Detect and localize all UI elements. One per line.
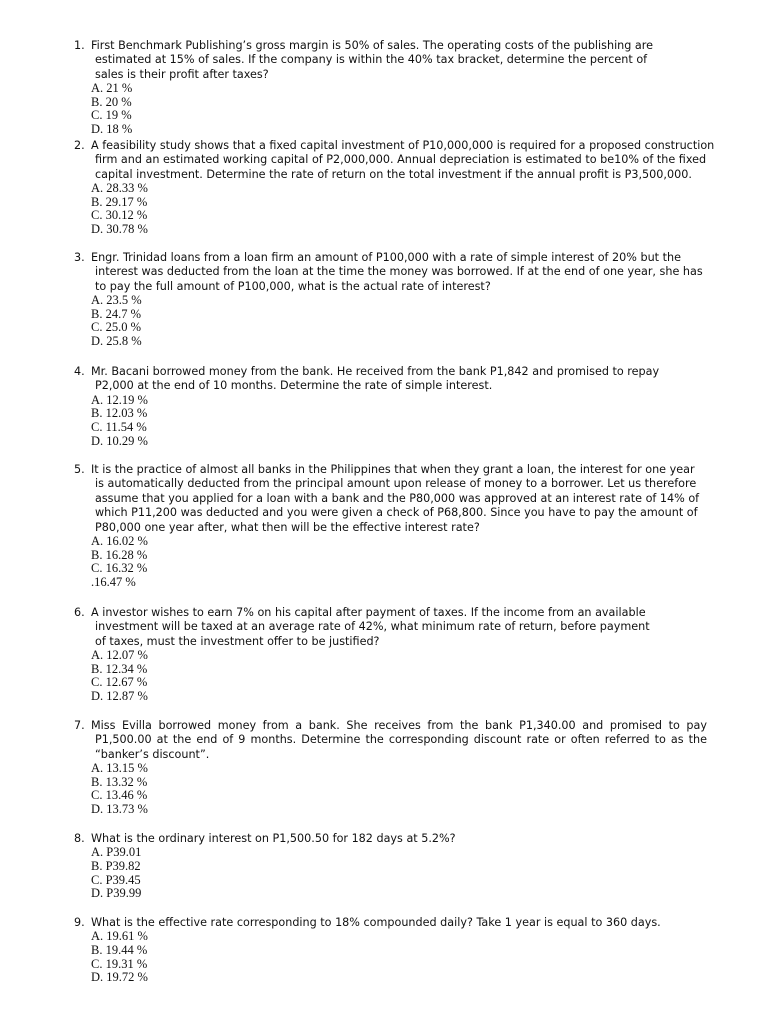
- option-value: 28.33 %: [106, 181, 148, 196]
- option-value: 13.32 %: [105, 774, 148, 789]
- option-letter: D.: [91, 802, 104, 816]
- option-c: [91, 874, 768, 888]
- option-a: [91, 182, 768, 196]
- option-value: 11.54 %: [105, 420, 147, 434]
- question-text: [0, 463, 707, 535]
- option-value: 12.07 %: [106, 648, 148, 663]
- option-c: [91, 209, 768, 223]
- options-list: [0, 846, 768, 900]
- option-value: 19.72 %: [106, 970, 148, 985]
- option-d: [91, 435, 768, 449]
- option-letter: A.: [91, 761, 104, 776]
- option-c: [91, 321, 768, 335]
- option-value: 12.34 %: [105, 661, 148, 676]
- question-1: [0, 39, 768, 137]
- question-body: First Benchmark Publishing’s gross margin is 50% of sales. The operating costs of the publishing are estimated at 15% of sales. If the company is within the 40% tax bracket, determine the percent of sales is their profit after taxes?: [91, 39, 654, 81]
- option-letter: B.: [91, 194, 103, 209]
- question-number: 4.: [74, 365, 85, 378]
- option-value: 25.0 %: [105, 320, 142, 335]
- option-a: [91, 762, 768, 776]
- option-b: [91, 944, 768, 958]
- question-text: [0, 251, 707, 294]
- question-text: [0, 606, 651, 649]
- option-value: 16.47 %: [94, 574, 136, 589]
- option-letter: A.: [91, 845, 104, 860]
- option-c: [91, 789, 768, 803]
- question-number: 5.: [74, 463, 85, 476]
- question-9: [0, 916, 768, 985]
- option-a: [91, 394, 768, 408]
- option-letter: .: [91, 574, 95, 589]
- option-value: P39.99: [106, 886, 142, 901]
- option-value: 30.78 %: [106, 222, 148, 236]
- options-list: [0, 762, 768, 816]
- option-letter: C.: [91, 675, 103, 690]
- question-number: 8.: [74, 832, 85, 845]
- question-body: It is the practice of almost all banks in the Philippines that when they grant a loan, the interest for one year is automatically deducted from the principal amount upon release of money to a borrower. Let us therefore assume that you applied for a loan with a bank and the P80,000 was approved at an interest rate of 14% of which P11,200 was deducted and you were given a check of P68,800. Since you have to pay the amount of P80,000 one year after, what then will be the effective interest rate?: [91, 463, 700, 534]
- option-value: 30.12 %: [105, 208, 148, 223]
- question-body: A feasibility study shows that a fixed capital investment of P10,000,000 is required for a proposed construction firm and an estimated working capital of P2,000,000. Annual depreciation is estimated to be10% of the fixed capital investment. Determine the rate of return on the total investment if the annual profit is P3,500,000.: [91, 139, 715, 181]
- question-text: [0, 832, 707, 846]
- option-letter: B.: [91, 859, 103, 873]
- option-value: P39.82: [105, 859, 141, 873]
- option-letter: D.: [91, 886, 104, 901]
- options-list: [0, 535, 768, 589]
- question-number: 1.: [74, 39, 85, 52]
- option-c: [91, 958, 768, 972]
- option-letter: B.: [91, 943, 103, 957]
- option-value: 23.5 %: [106, 293, 142, 308]
- option-c: [91, 109, 768, 123]
- option-letter: A.: [91, 181, 104, 196]
- options-list: [0, 649, 768, 703]
- option-b: [91, 549, 768, 563]
- option-value: P39.01: [106, 845, 142, 860]
- option-b: [91, 407, 768, 421]
- question-number: 7.: [74, 719, 85, 732]
- question-number: 3.: [74, 251, 85, 264]
- option-letter: C.: [91, 320, 103, 335]
- option-value: 25.8 %: [106, 334, 142, 348]
- option-a: [91, 649, 768, 663]
- option-value: 10.29 %: [106, 433, 148, 448]
- option-d: [91, 123, 768, 137]
- question-body: What is the effective rate corresponding to 18% compounded daily? Take 1 year is equal to 360 days.: [91, 916, 661, 929]
- option-letter: C.: [91, 108, 103, 123]
- question-number: 2.: [74, 139, 85, 152]
- options-list: [0, 182, 768, 236]
- option-d: [91, 887, 768, 901]
- option-b: [91, 96, 768, 110]
- option-letter: C.: [91, 788, 103, 803]
- option-c: [91, 562, 768, 576]
- options-list: [0, 930, 768, 984]
- option-letter: C.: [91, 420, 103, 434]
- option-a: [91, 846, 768, 860]
- option-letter: A.: [91, 929, 104, 944]
- option-value: 19.44 %: [105, 943, 148, 957]
- question-8: [0, 832, 768, 901]
- question-text: [0, 139, 717, 182]
- option-value: 19.31 %: [105, 956, 148, 971]
- option-letter: A.: [91, 81, 104, 96]
- question-number: 9.: [74, 916, 85, 929]
- question-body: Miss Evilla borrowed money from a bank. She receives from the bank P1,340.00 and promised to pay P1,500.00 at the end of 9 months. Determine the corresponding discount rate or often referred to as the “banker’s discount”.: [91, 719, 707, 761]
- option-a: [91, 82, 768, 96]
- option-d: [91, 803, 768, 817]
- option-value: 21 %: [106, 81, 133, 96]
- option-b: [91, 776, 768, 790]
- question-4: [0, 365, 768, 448]
- option-letter: D.: [91, 970, 104, 985]
- option-value: 13.73 %: [106, 802, 148, 816]
- option-letter: C.: [91, 561, 103, 576]
- options-list: [0, 394, 768, 448]
- option-b: [91, 308, 768, 322]
- option-value: 16.02 %: [106, 534, 148, 549]
- question-body: Engr. Trinidad loans from a loan firm an amount of P100,000 with a rate of simple interest of 20% but the interest was deducted from the loan at the time the money was borrowed. If at the end of one year, she has to pay the full amount of P100,000, what is the actual rate of interest?: [91, 251, 703, 293]
- option-value: 13.15 %: [106, 761, 148, 776]
- option-c: [91, 421, 768, 435]
- option-value: 16.32 %: [105, 561, 148, 576]
- option-value: 20 %: [105, 94, 132, 109]
- options-list: [0, 294, 768, 348]
- option-d: [91, 971, 768, 985]
- question-text: [0, 365, 667, 394]
- option-letter: C.: [91, 208, 103, 223]
- option-value: 18 %: [106, 122, 133, 136]
- option-a: [91, 294, 768, 308]
- options-list: [0, 82, 768, 136]
- option-b: [91, 196, 768, 210]
- option-value: 19 %: [105, 108, 132, 123]
- option-letter: D.: [91, 122, 104, 136]
- option-letter: A.: [91, 648, 104, 663]
- option-letter: A.: [91, 392, 104, 407]
- question-text: [0, 719, 707, 762]
- option-letter: B.: [91, 306, 103, 321]
- question-text: [0, 39, 655, 82]
- option-value: 13.46 %: [105, 788, 148, 803]
- option-a: [91, 535, 768, 549]
- question-2: [0, 139, 768, 237]
- question-text: [0, 916, 707, 930]
- option-value: 24.7 %: [105, 306, 142, 321]
- option-letter: C.: [91, 956, 103, 971]
- option-value: 19.61 %: [106, 929, 148, 944]
- option-letter: C.: [91, 872, 103, 887]
- option-d: [91, 335, 768, 349]
- question-3: [0, 251, 768, 349]
- question-body: What is the ordinary interest on P1,500.50 for 182 days at 5.2%?: [91, 832, 456, 845]
- option-d: [91, 223, 768, 237]
- option-value: 12.03 %: [105, 406, 148, 421]
- option-letter: B.: [91, 774, 103, 789]
- question-body: Mr. Bacani borrowed money from the bank. He received from the bank P1,842 and promised to repay P2,000 at the end of 10 months. Determine the rate of simple interest.: [91, 365, 660, 393]
- option-value: 16.28 %: [105, 547, 148, 562]
- option-c: [91, 676, 768, 690]
- option-letter: B.: [91, 406, 103, 421]
- question-body: A investor wishes to earn 7% on his capital after payment of taxes. If the income from an available investment will be taxed at an average rate of 42%, what minimum rate of return, before payment of taxes, must the investment offer to be justified?: [91, 606, 650, 648]
- option-b: [91, 663, 768, 677]
- option-letter: B.: [91, 661, 103, 676]
- option-value: P39.45: [105, 872, 141, 887]
- option-letter: A.: [91, 293, 104, 308]
- option-letter: D.: [91, 334, 104, 348]
- option-letter: D.: [91, 689, 104, 703]
- option-letter: B.: [91, 94, 103, 109]
- question-5: [0, 463, 768, 589]
- question-6: [0, 606, 768, 704]
- option-b: [91, 860, 768, 874]
- option-letter: D.: [91, 222, 104, 236]
- option-d: [91, 690, 768, 704]
- option-a: [91, 930, 768, 944]
- option-letter: D.: [91, 433, 104, 448]
- option-letter: B.: [91, 547, 103, 562]
- option-value: 12.19 %: [106, 392, 148, 407]
- option-value: 12.67 %: [105, 675, 148, 690]
- option-value: 12.87 %: [106, 689, 148, 703]
- question-number: 6.: [74, 606, 85, 619]
- option-letter: A.: [91, 534, 104, 549]
- question-7: [0, 719, 768, 817]
- option-d: [91, 576, 768, 590]
- option-value: 29.17 %: [105, 194, 148, 209]
